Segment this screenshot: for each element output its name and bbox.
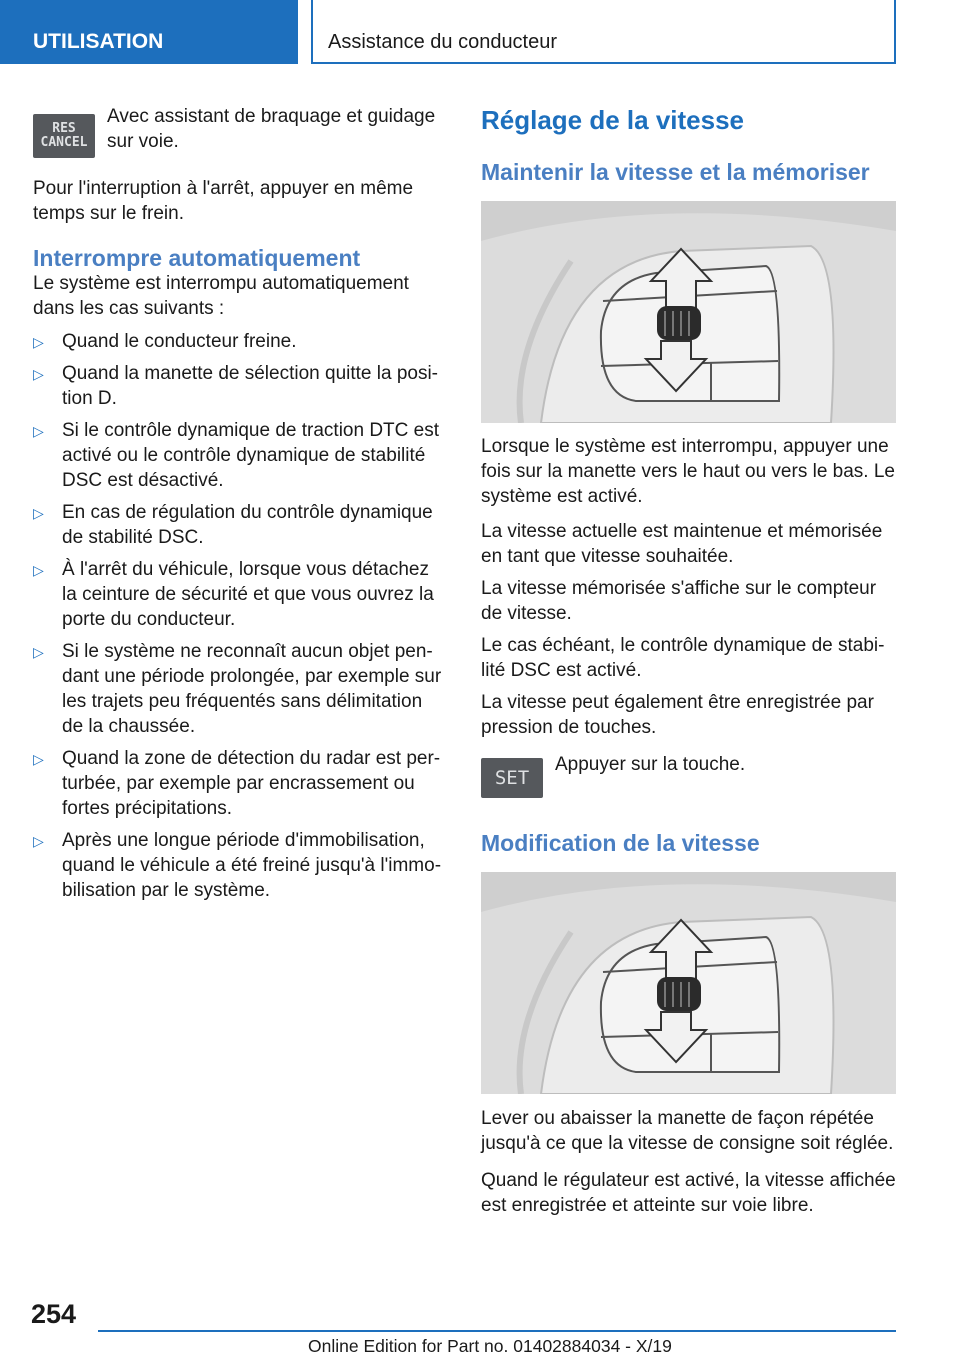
triangle-bullet-icon: ▷ bbox=[33, 644, 44, 660]
lever-adjust-text: Lever ou abaisser la manette de façon répétée jusqu'à ce que la vitesse de consigne soit réglée. bbox=[481, 1108, 894, 1154]
triangle-bullet-icon: ▷ bbox=[33, 562, 44, 578]
list-item-text: Après une longue période d'immobilisation, quand le véhicule a été freiné jusqu'à l'immo‐ bilisation par le système. bbox=[62, 830, 442, 901]
list-item-text: Quand la manette de sélection quitte la posi‐ tion D. bbox=[62, 363, 439, 409]
speed-memorized-text: La vitesse actuelle est maintenue et mémorisée en tant que vitesse souhaitée. bbox=[481, 521, 883, 567]
auto-interrupt-list bbox=[33, 329, 448, 903]
set-description: Appuyer sur la touche. bbox=[555, 754, 746, 775]
list-item bbox=[33, 828, 448, 903]
footer-divider bbox=[98, 1330, 896, 1332]
triangle-bullet-icon: ▷ bbox=[33, 334, 44, 350]
steering-wheel-figure-2 bbox=[481, 872, 896, 1094]
list-item-text: Si le système ne reconnaît aucun objet pen‐ dant une période prolongée, par exemple sur les trajets peu fréquentés sans délimitation de la chaussée. bbox=[62, 641, 442, 737]
speed-display-text: La vitesse mémorisée s'affiche sur le compteur de vitesse. bbox=[481, 578, 877, 624]
steering-wheel-controls-illustration bbox=[481, 872, 896, 1094]
cancel-label: CANCEL bbox=[40, 135, 88, 150]
list-item-text: Si le contrôle dynamique de traction DTC est activé ou le contrôle dynamique de stabilité DSC est désactivé. bbox=[62, 420, 440, 491]
left-column bbox=[33, 100, 448, 903]
chapter-title: Assistance du conducteur bbox=[311, 0, 896, 64]
list-item bbox=[33, 639, 448, 739]
res-label: RES bbox=[52, 121, 76, 136]
section-tab: UTILISATION bbox=[0, 0, 298, 64]
list-item bbox=[33, 329, 448, 354]
modify-speed-heading: Modification de la vitesse bbox=[481, 830, 760, 856]
list-item-text: À l'arrêt du véhicule, lorsque vous détachez la ceinture de sécurité et que vous ouvrez la porte du conducteur. bbox=[62, 559, 434, 630]
res-cancel-row bbox=[33, 104, 448, 158]
triangle-bullet-icon: ▷ bbox=[33, 366, 44, 382]
maintain-speed-heading: Maintenir la vitesse et la mémoriser bbox=[481, 159, 870, 185]
button-save-text: La vitesse peut également être enregistrée par pression de touches. bbox=[481, 692, 874, 738]
res-cancel-button-icon bbox=[33, 114, 95, 158]
right-column bbox=[481, 100, 896, 1218]
list-item-text: Quand la zone de détection du radar est per‐ turbée, par exemple par encrassement ou fortes précipitations. bbox=[62, 748, 441, 819]
set-button-row bbox=[481, 752, 896, 798]
auto-interrupt-intro: Le système est interrompu automatiquement dans les cas suivants : bbox=[33, 273, 409, 319]
list-item bbox=[33, 418, 448, 493]
res-description: Avec assistant de braquage et guidage sur voie. bbox=[107, 106, 436, 152]
set-label: SET bbox=[494, 767, 530, 789]
triangle-bullet-icon: ▷ bbox=[33, 751, 44, 767]
speed-setting-heading: Réglage de la vitesse bbox=[481, 105, 745, 135]
set-button-icon bbox=[481, 758, 543, 798]
interruption-text: Pour l'interruption à l'arrêt, appuyer en même temps sur le frein. bbox=[33, 178, 414, 224]
list-item bbox=[33, 500, 448, 550]
list-item bbox=[33, 746, 448, 821]
regulator-active-text: Quand le régulateur est activé, la vitesse affichée est enregistrée et atteinte sur voie libre. bbox=[481, 1170, 896, 1216]
footer-edition: Online Edition for Part no. 01402884034 - X/19 bbox=[308, 1336, 672, 1356]
triangle-bullet-icon: ▷ bbox=[33, 833, 44, 849]
auto-interrupt-heading: Interrompre automatiquement bbox=[33, 245, 361, 271]
list-item-text: En cas de régulation du contrôle dynamique de stabilité DSC. bbox=[62, 502, 433, 548]
list-item-text: Quand le conducteur freine. bbox=[62, 331, 297, 352]
dsc-activated-text: Le cas échéant, le contrôle dynamique de stabi‐ lité DSC est activé. bbox=[481, 635, 885, 681]
steering-wheel-controls-illustration bbox=[481, 201, 896, 423]
triangle-bullet-icon: ▷ bbox=[33, 423, 44, 439]
page-number: 254 bbox=[31, 1299, 77, 1329]
steering-wheel-figure-1 bbox=[481, 201, 896, 423]
list-item bbox=[33, 361, 448, 411]
activation-text: Lorsque le système est interrompu, appuyer une fois sur la manette vers le haut ou vers le bas. Le système est activé. bbox=[481, 436, 895, 507]
list-item bbox=[33, 557, 448, 632]
triangle-bullet-icon: ▷ bbox=[33, 505, 44, 521]
